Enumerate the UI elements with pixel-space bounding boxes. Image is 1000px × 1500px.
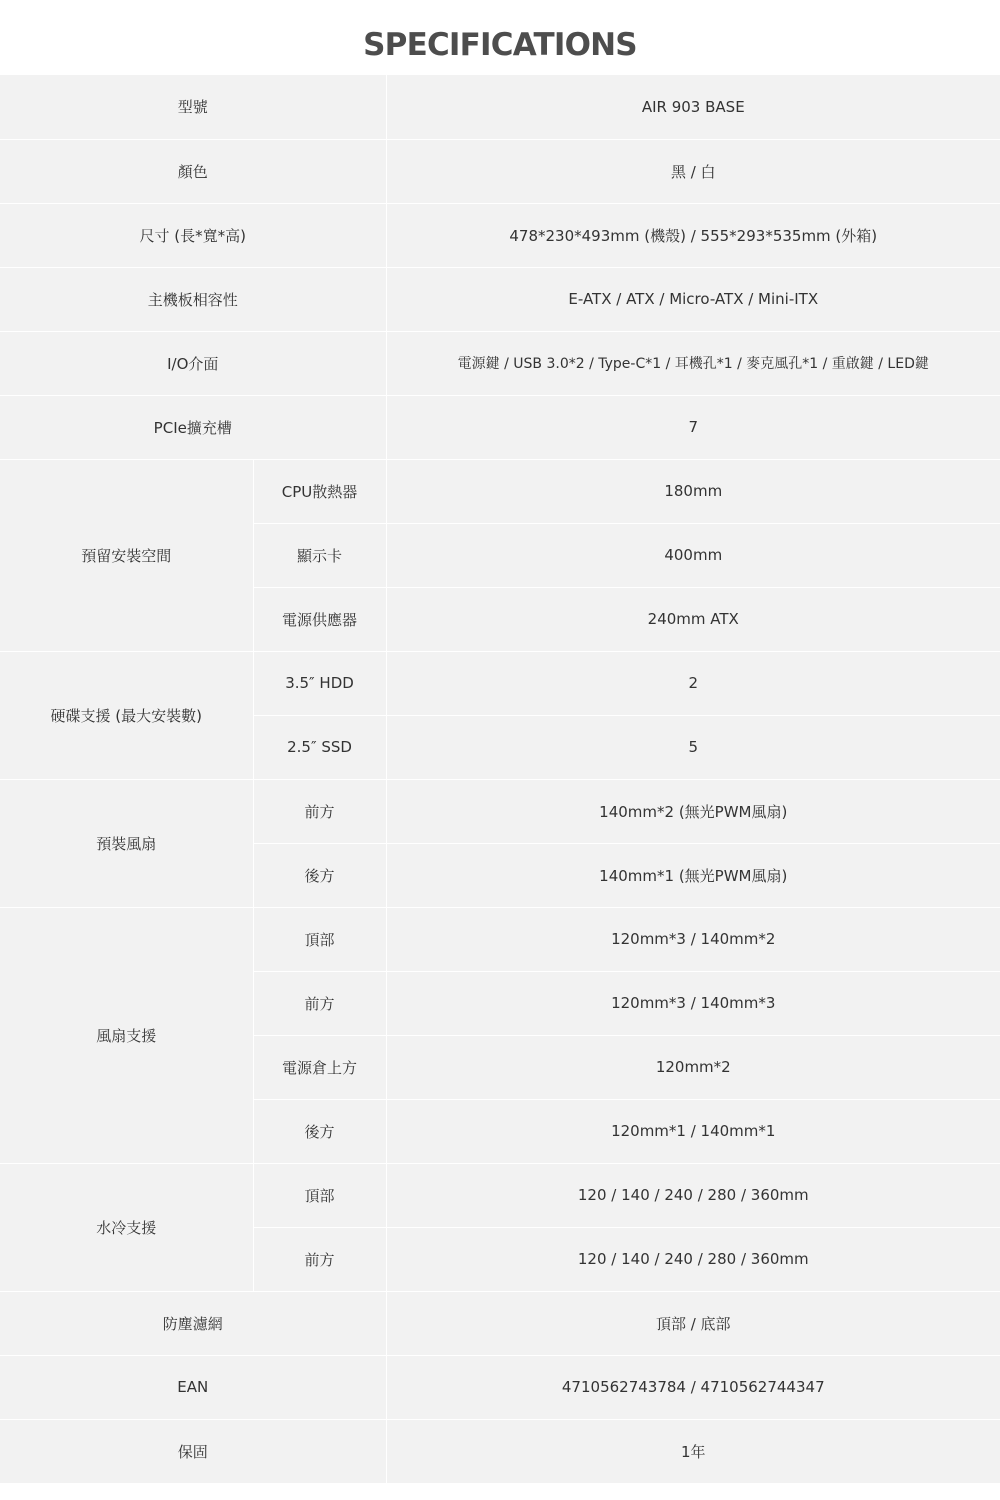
sub-label: 頂部 bbox=[253, 1163, 386, 1227]
row-value: 120mm*2 bbox=[386, 1035, 1000, 1099]
table-row-io bbox=[0, 331, 1000, 395]
row-value: 400mm bbox=[386, 523, 1000, 587]
row-value: 140mm*2 (無光PWM風扇) bbox=[386, 779, 1000, 843]
row-label: 防塵濾網 bbox=[0, 1291, 386, 1355]
row-value: 120mm*1 / 140mm*1 bbox=[386, 1099, 1000, 1163]
table-row-motherboard bbox=[0, 267, 1000, 331]
table-row-dimensions bbox=[0, 203, 1000, 267]
row-value: 240mm ATX bbox=[386, 587, 1000, 651]
table-row-ean bbox=[0, 1355, 1000, 1419]
group-label: 預裝風扇 bbox=[0, 779, 253, 907]
row-value: 120 / 140 / 240 / 280 / 360mm bbox=[386, 1227, 1000, 1291]
table-row-liquid-support bbox=[0, 1163, 1000, 1227]
sub-label: 後方 bbox=[253, 1099, 386, 1163]
sub-label: 3.5″ HDD bbox=[253, 651, 386, 715]
sub-label: 電源倉上方 bbox=[253, 1035, 386, 1099]
sub-label: 前方 bbox=[253, 779, 386, 843]
row-label: 主機板相容性 bbox=[0, 267, 386, 331]
row-value: 120mm*3 / 140mm*2 bbox=[386, 907, 1000, 971]
page-title: SPECIFICATIONS bbox=[363, 27, 637, 63]
sub-label: 頂部 bbox=[253, 907, 386, 971]
row-value: E-ATX / ATX / Micro-ATX / Mini-ITX bbox=[386, 267, 1000, 331]
table-row-preinstalled-fans bbox=[0, 779, 1000, 843]
table-row-clearance bbox=[0, 459, 1000, 523]
row-value: 180mm bbox=[386, 459, 1000, 523]
sub-label: 前方 bbox=[253, 1227, 386, 1291]
row-label: EAN bbox=[0, 1355, 386, 1419]
spec-table bbox=[0, 75, 1000, 1483]
sub-label: 2.5″ SSD bbox=[253, 715, 386, 779]
row-value: 頂部 / 底部 bbox=[386, 1291, 1000, 1355]
table-row-model bbox=[0, 75, 1000, 139]
sub-label: CPU散熱器 bbox=[253, 459, 386, 523]
row-value: 5 bbox=[386, 715, 1000, 779]
row-label: PCIe擴充槽 bbox=[0, 395, 386, 459]
row-value: 4710562743784 / 4710562744347 bbox=[386, 1355, 1000, 1419]
table-row-drives bbox=[0, 651, 1000, 715]
row-label: 顏色 bbox=[0, 139, 386, 203]
row-value: 黑 / 白 bbox=[386, 139, 1000, 203]
sub-label: 顯示卡 bbox=[253, 523, 386, 587]
header bbox=[0, 0, 1000, 75]
row-value: 2 bbox=[386, 651, 1000, 715]
table-row-color bbox=[0, 139, 1000, 203]
row-value: 120 / 140 / 240 / 280 / 360mm bbox=[386, 1163, 1000, 1227]
row-value: 120mm*3 / 140mm*3 bbox=[386, 971, 1000, 1035]
sub-label: 前方 bbox=[253, 971, 386, 1035]
table-row-fan-support bbox=[0, 907, 1000, 971]
table-row-dust-filter bbox=[0, 1291, 1000, 1355]
row-value: 478*230*493mm (機殼) / 555*293*535mm (外箱) bbox=[386, 203, 1000, 267]
row-value: 140mm*1 (無光PWM風扇) bbox=[386, 843, 1000, 907]
row-value: 7 bbox=[386, 395, 1000, 459]
row-value: AIR 903 BASE bbox=[641, 97, 745, 116]
row-label: 尺寸 (長*寬*高) bbox=[0, 203, 386, 267]
row-label: 型號 bbox=[0, 75, 386, 139]
sub-label: 後方 bbox=[253, 843, 386, 907]
row-label: I/O介面 bbox=[0, 331, 386, 395]
group-label: 硬碟支援 (最大安裝數) bbox=[0, 651, 253, 779]
sub-label: 電源供應器 bbox=[253, 587, 386, 651]
row-value: 電源鍵 / USB 3.0*2 / Type-C*1 / 耳機孔*1 / 麥克風孔*1 / 重啟鍵 / LED鍵 bbox=[386, 331, 1000, 395]
group-label: 水冷支援 bbox=[0, 1163, 253, 1291]
row-label: 保固 bbox=[0, 1419, 386, 1483]
row-value: 1年 bbox=[386, 1419, 1000, 1483]
table-row-warranty bbox=[0, 1419, 1000, 1483]
table-row-pcie bbox=[0, 395, 1000, 459]
group-label: 預留安裝空間 bbox=[0, 459, 253, 651]
group-label: 風扇支援 bbox=[0, 907, 253, 1163]
